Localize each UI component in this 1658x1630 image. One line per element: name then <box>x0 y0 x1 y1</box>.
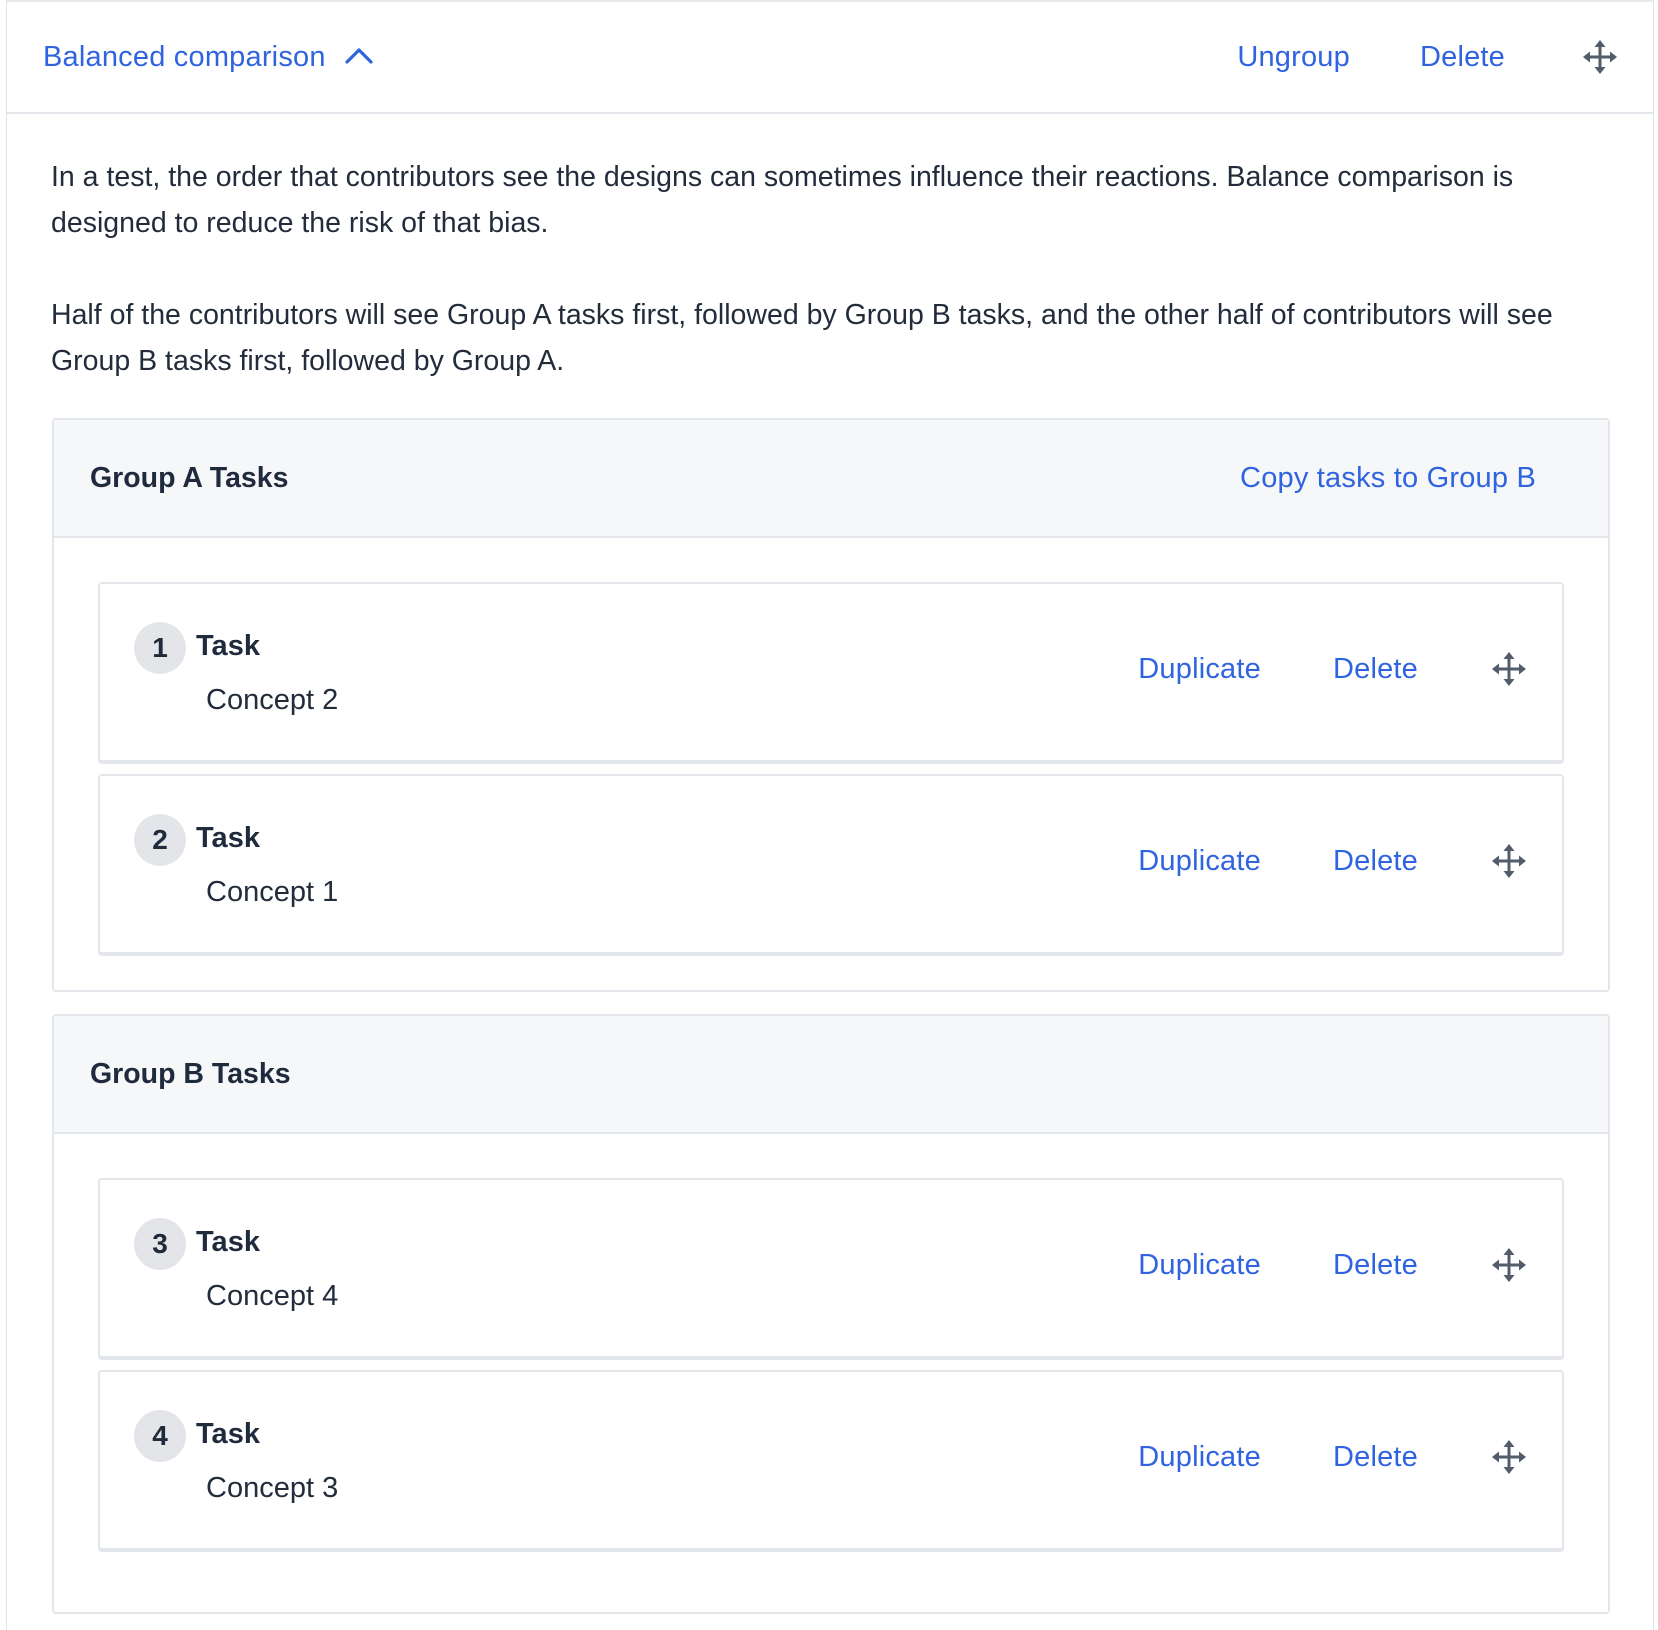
group-title: Group A Tasks <box>90 461 289 494</box>
balanced-comparison-panel <box>6 0 1654 1630</box>
group-header <box>54 1016 1608 1134</box>
group-header <box>54 420 1608 538</box>
group-a <box>52 418 1610 992</box>
chevron-up-icon[interactable] <box>344 45 374 70</box>
description <box>7 114 1653 384</box>
group-title: Group B Tasks <box>90 1057 291 1090</box>
collapse-toggle[interactable] <box>43 41 374 74</box>
group-task-list <box>54 538 1608 956</box>
task-number-badge: 2 <box>134 814 186 866</box>
description-paragraph: Half of the contributors will see Group A tasks first, followed by Group B tasks, and the other half of contributors will see Group B tasks first, followed by Group A. <box>51 299 1553 377</box>
task-actions <box>1138 1432 1526 1482</box>
task-number-badge: 1 <box>134 622 186 674</box>
panel-header <box>7 2 1653 114</box>
delete-task-button[interactable]: Delete <box>1332 844 1418 877</box>
group-task-list <box>54 1134 1608 1552</box>
task-concept: Concept 2 <box>206 684 339 716</box>
task-actions <box>1138 1240 1526 1290</box>
task-actions <box>1138 644 1526 694</box>
duplicate-task-button[interactable]: Duplicate <box>1138 652 1261 685</box>
move-icon[interactable] <box>1492 1440 1526 1474</box>
description-paragraph: In a test, the order that contributors see the designs can sometimes influence their reactions. Balance comparison is designed to reduce the risk of that bias. <box>51 161 1514 239</box>
task-title: Task <box>196 822 260 854</box>
task-concept: Concept 3 <box>206 1472 339 1504</box>
delete-task-button[interactable]: Delete <box>1332 1440 1418 1473</box>
task-number-badge: 4 <box>134 1410 186 1462</box>
task-title: Task <box>196 1226 260 1258</box>
group-b <box>52 1014 1610 1614</box>
task-concept: Concept 4 <box>206 1280 339 1312</box>
task-concept: Concept 1 <box>206 876 339 908</box>
copy-tasks-button[interactable]: Copy tasks to Group B <box>1240 461 1536 494</box>
move-icon[interactable] <box>1492 652 1526 686</box>
move-icon[interactable] <box>1583 40 1617 74</box>
move-icon[interactable] <box>1492 844 1526 878</box>
task-actions <box>1138 836 1526 886</box>
duplicate-task-button[interactable]: Duplicate <box>1138 1440 1261 1473</box>
task-number-badge: 3 <box>134 1218 186 1270</box>
task-card <box>98 1178 1564 1360</box>
delete-task-button[interactable]: Delete <box>1332 1248 1418 1281</box>
task-title: Task <box>196 630 260 662</box>
task-card <box>98 774 1564 956</box>
task-card <box>98 1370 1564 1552</box>
delete-task-button[interactable]: Delete <box>1332 652 1418 685</box>
panel-title[interactable]: Balanced comparison <box>43 40 326 73</box>
task-card <box>98 582 1564 764</box>
ungroup-button[interactable]: Ungroup <box>1237 40 1350 73</box>
move-icon[interactable] <box>1492 1248 1526 1282</box>
delete-group-button[interactable]: Delete <box>1419 40 1505 73</box>
duplicate-task-button[interactable]: Duplicate <box>1138 1248 1261 1281</box>
duplicate-task-button[interactable]: Duplicate <box>1138 844 1261 877</box>
task-title: Task <box>196 1418 260 1450</box>
